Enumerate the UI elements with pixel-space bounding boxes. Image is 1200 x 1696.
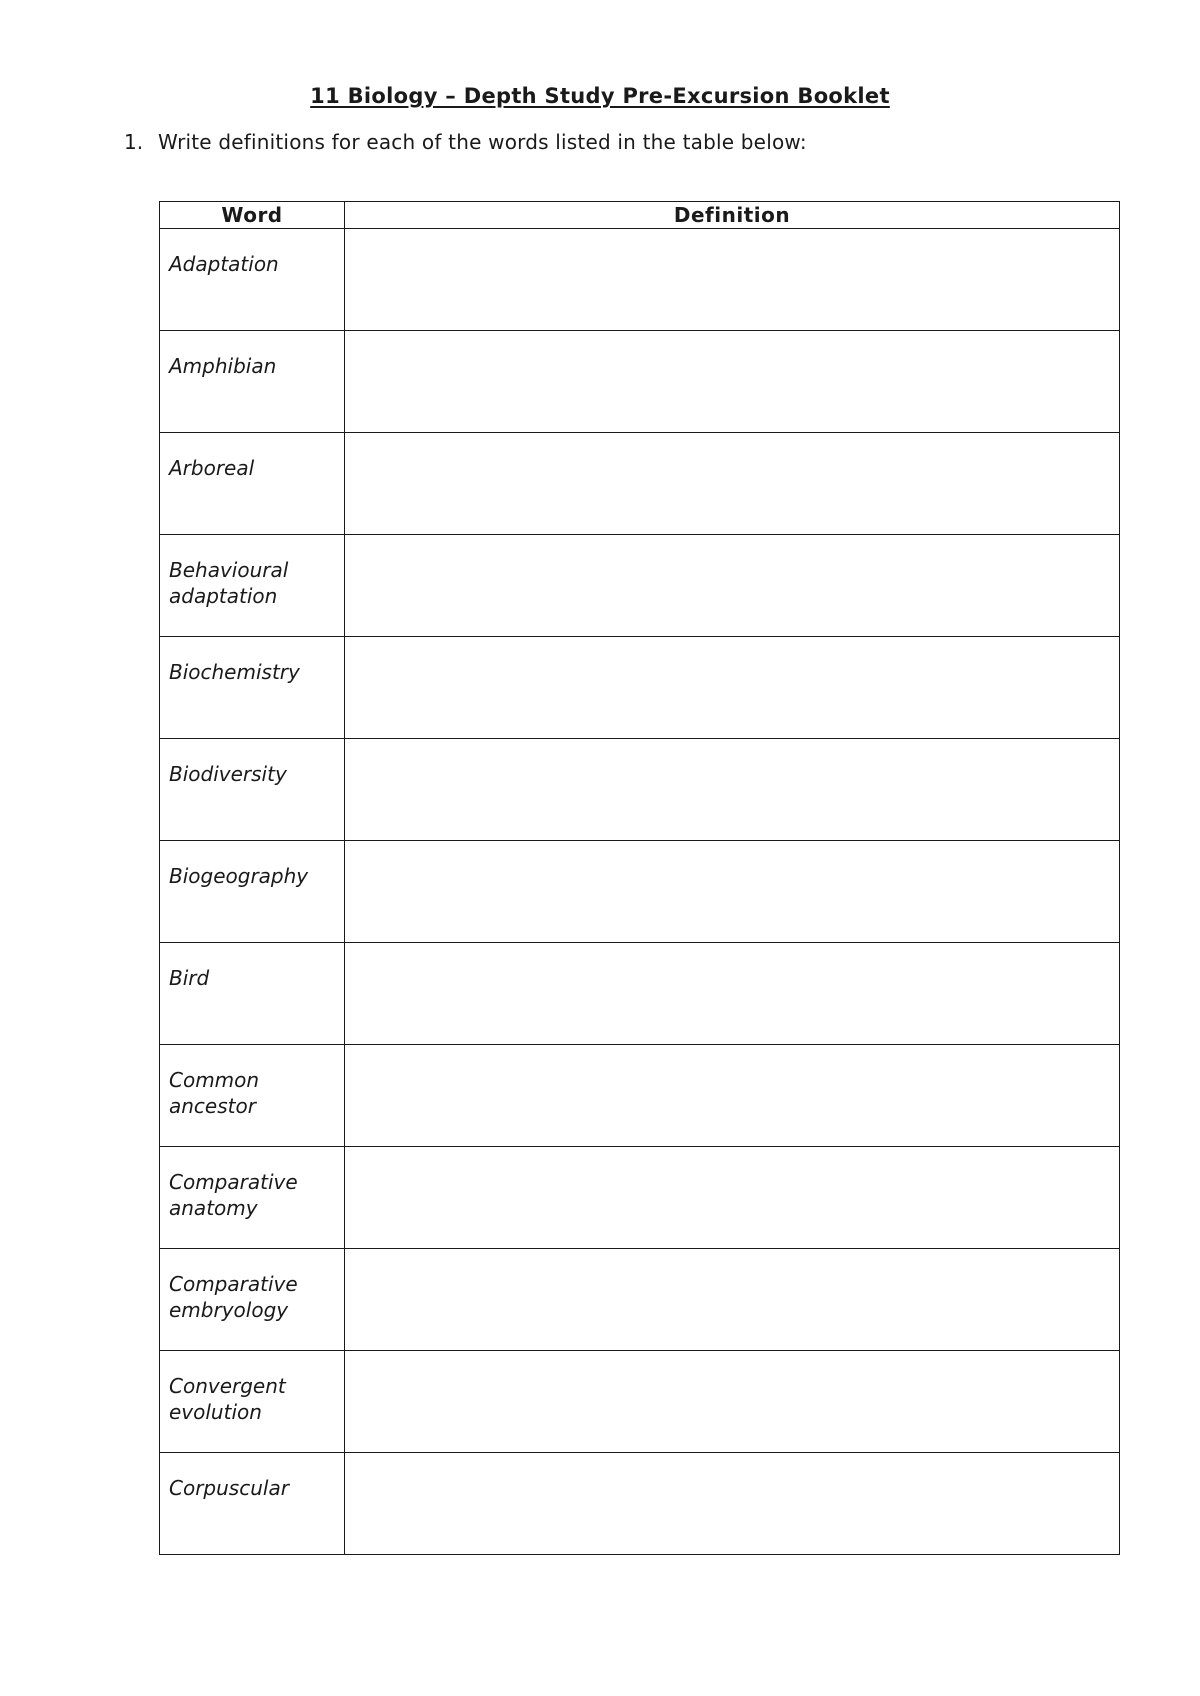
table-row <box>160 433 1120 535</box>
word-cell: Behavioural adaptation <box>160 535 345 637</box>
definition-cell[interactable] <box>345 637 1120 739</box>
question-text: Write definitions for each of the words listed in the table below: <box>158 130 807 154</box>
question-1 <box>124 130 807 154</box>
table-row <box>160 1453 1120 1555</box>
word-cell: Adaptation <box>160 229 345 331</box>
table-row <box>160 229 1120 331</box>
table-row <box>160 943 1120 1045</box>
word-cell: Bird <box>160 943 345 1045</box>
table-row <box>160 331 1120 433</box>
definition-cell[interactable] <box>345 943 1120 1045</box>
word-cell: Biogeography <box>160 841 345 943</box>
table-row <box>160 1045 1120 1147</box>
table-row <box>160 1147 1120 1249</box>
definition-cell[interactable] <box>345 229 1120 331</box>
word-cell: Arboreal <box>160 433 345 535</box>
definition-cell[interactable] <box>345 1249 1120 1351</box>
table-row <box>160 1351 1120 1453</box>
definition-cell[interactable] <box>345 1453 1120 1555</box>
definition-cell[interactable] <box>345 535 1120 637</box>
word-cell: Convergent evolution <box>160 1351 345 1453</box>
table-row <box>160 535 1120 637</box>
table-row <box>160 739 1120 841</box>
table-row <box>160 841 1120 943</box>
definition-cell[interactable] <box>345 739 1120 841</box>
word-cell: Comparative embryology <box>160 1249 345 1351</box>
word-cell: Common ancestor <box>160 1045 345 1147</box>
definition-cell[interactable] <box>345 433 1120 535</box>
question-number: 1. <box>124 130 144 154</box>
table-header-row <box>160 202 1120 229</box>
definition-cell[interactable] <box>345 331 1120 433</box>
definition-cell[interactable] <box>345 841 1120 943</box>
table-row <box>160 637 1120 739</box>
table-row <box>160 1249 1120 1351</box>
word-cell: Biodiversity <box>160 739 345 841</box>
word-cell: Comparative anatomy <box>160 1147 345 1249</box>
definitions-table <box>159 201 1120 1555</box>
definition-cell[interactable] <box>345 1351 1120 1453</box>
definition-cell[interactable] <box>345 1147 1120 1249</box>
header-definition: Definition <box>345 202 1120 229</box>
word-cell: Amphibian <box>160 331 345 433</box>
word-cell: Biochemistry <box>160 637 345 739</box>
page-title: 11 Biology – Depth Study Pre-Excursion Booklet <box>310 84 890 108</box>
header-word: Word <box>160 202 345 229</box>
word-cell: Corpuscular <box>160 1453 345 1555</box>
definition-cell[interactable] <box>345 1045 1120 1147</box>
